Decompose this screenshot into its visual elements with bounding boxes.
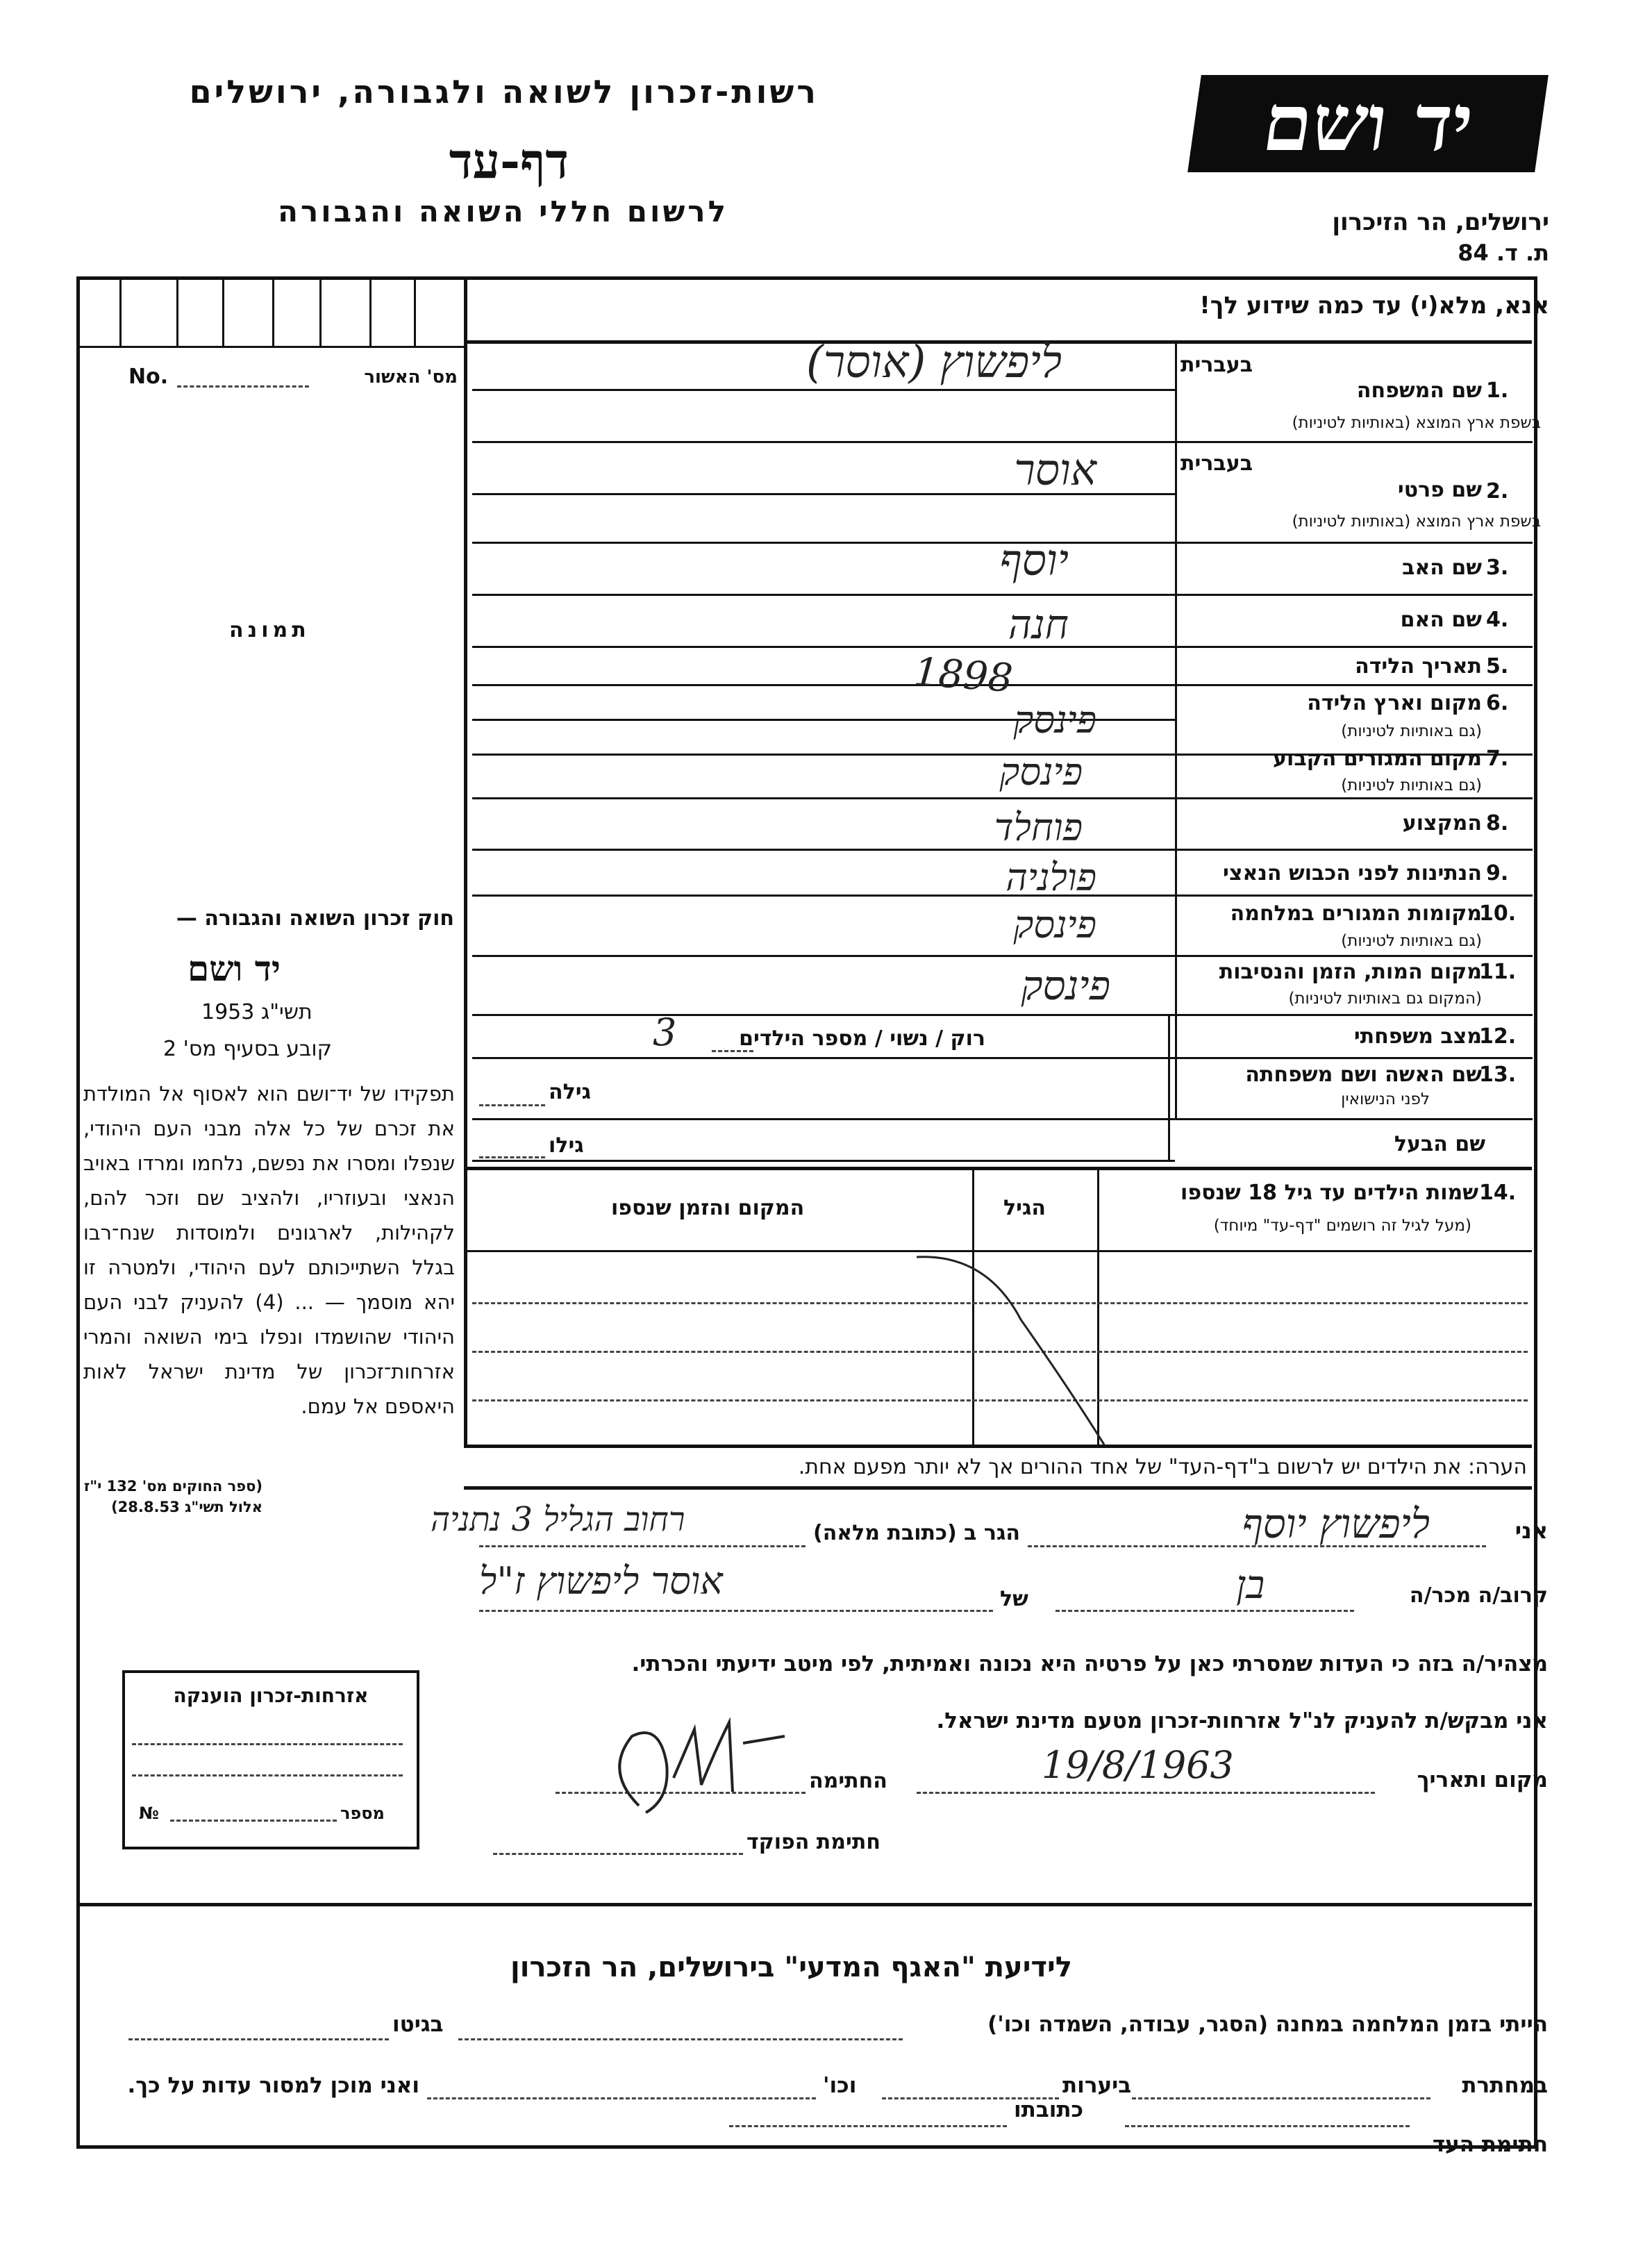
authority-name: רשות-זכרון לשואה ולגבורה, ירושלים [189,73,819,110]
law-reference: (ספר החוקים מס' 132 י"ז אלול תשי"ג 28.8.53) [83,1478,262,1515]
officer-signature-line[interactable] [493,1853,743,1855]
value-birth-date[interactable]: 1898 [912,649,1015,701]
value-mother-name[interactable]: חנה [1008,601,1069,648]
field-3-number: 3. [1486,556,1509,580]
field-13-label: שם האשה ושם משפחתה [1245,1063,1482,1087]
grid-line [222,278,224,347]
value-line[interactable] [472,594,1175,596]
value-residence[interactable]: פינסק [999,750,1083,794]
law-text: תפקידו של יד־ושם הוא לאסוף אל המולדת את זכרם של כל אלה מבני העם היהודי, שנפלו ומסרו את נפשם, נלחמו ומרדו באויב הנאצי ובעוזריו, ולהציב שם וזכר להם, לקהילות, לארגונים ולמוסדות שנח־רבו בגלל השתייכותם לעם היהודי, ולמטרה זו יהא מוסמך — ... (4) להעניק לבני העם היהודי שהושמדו ונפלו בימי השואה והמרי אזרחות־זכרון של מדינת ישראל לאות היאספם אל עמם. [83,1082,455,1418]
value-war-residence[interactable]: פינסק [1013,903,1096,947]
footer-testimony-text: ואני מוכן למסור עדות על כך. [127,2073,419,2098]
grid-line [414,278,416,347]
field-5-number: 5. [1486,654,1509,679]
footer-underground-label: במחתרת [1462,2073,1548,2098]
row-line [1175,894,1533,897]
value-death-place[interactable]: פינסק [1021,962,1110,1009]
wife-age-label: גילה [549,1080,591,1104]
row-line [1175,594,1533,596]
relative-value[interactable]: בן [1236,1563,1265,1608]
value-line[interactable] [472,1160,1175,1162]
field-5-label: תאריך הלידה [1355,654,1482,679]
form-subtitle: לרשום חללי השואה והגבורה [278,194,728,228]
field-1-top-label: בעברית [1180,353,1253,377]
row-line [1175,1057,1533,1059]
of-value[interactable]: אוסר ליפשוץ ז"ל [479,1559,723,1603]
declaration-address-line[interactable] [479,1545,806,1547]
place-date-label: מקום ותאריך [1417,1767,1548,1792]
label-divider [1175,340,1177,1118]
citizenship-box-title: אזרחות-זכרון הוענקה [173,1684,369,1707]
footer-address-line[interactable] [729,2125,1007,2127]
value-line[interactable] [472,1118,1175,1120]
value-profession[interactable]: פוחלד [994,806,1083,849]
field-6-number: 6. [1486,691,1509,715]
note-text: הערה: את הילדים יש לרשום ב"דף-העד" של אחד ההורים אך לא יותר מפעם אחת. [798,1455,1527,1479]
field-8-label: המקצוע [1402,811,1482,835]
children-label: שמות הילדים עד גיל 18 שנספו [1180,1181,1478,1205]
value-birth-place[interactable]: פינסק [1013,698,1096,742]
row-line [1175,684,1533,686]
value-line[interactable] [472,1014,1175,1016]
citizenship-number-label: מספר [340,1804,385,1823]
children-sub: (מעל לגיל זה רושמים "דף-עד" מיוחד) [1213,1217,1471,1235]
value-first-name[interactable]: אוסר [1014,444,1096,495]
footer-address-label: כתובתו [1014,2097,1084,2122]
place-date-value[interactable]: 19/8/1963 [1042,1743,1234,1787]
value-line[interactable] [472,646,1175,648]
field-7-number: 7. [1486,747,1509,771]
field-2-label: שם פרטי [1397,478,1482,502]
yad-vashem-logo [1187,75,1549,172]
law-clause: קובע בסעיף מס' 2 [163,1037,332,1061]
relative-label: קרוב/ה מכר/ה [1409,1583,1548,1608]
children-crossed-out-mark [903,1250,1167,1451]
row-line [1175,1118,1533,1120]
footer-underground-line[interactable] [1132,2097,1430,2099]
field-10-sub: (גם באותיות לטיניות) [1341,932,1482,950]
row-line [1175,849,1533,851]
marital-options: רוק / נשוי / מספר הילדים [739,1026,985,1051]
footer-camp-line[interactable] [458,2038,903,2040]
field-4-number: 4. [1486,608,1509,632]
grid-line [272,278,274,347]
value-line[interactable] [472,797,1175,799]
field-4-label: שם האם [1400,608,1482,632]
row-line [1175,1014,1533,1016]
footer-witness-signature-line[interactable] [1125,2125,1410,2127]
children-age-header: הגיל [1003,1196,1046,1220]
signature-label: החתימה [809,1769,887,1793]
row-line [1175,542,1533,544]
footer-etc-label: וכו' [823,2073,857,2098]
field-2-sub: בשפת ארץ המוצא (באותיות לטיניות) [1292,513,1541,531]
approval-heb-label: מס' האשור [364,367,458,388]
intro-text: אנא, מלא(י) עד כמה שידוע לך! [1199,292,1549,319]
citizenship-number-line[interactable] [170,1820,337,1822]
signature-mark [590,1708,799,1833]
approval-no-label: No. [128,365,169,389]
note-separator-bottom [464,1486,1532,1490]
husband-age-label: גילו [549,1133,584,1158]
field-11-sub: (המקום גם באותיות לטיניות) [1288,990,1482,1008]
of-line[interactable] [479,1610,993,1612]
field-6-label: מקום וארץ הלידה [1307,691,1482,715]
field-1-sub: בשפת ארץ המוצא (באותיות לטיניות) [1292,414,1541,432]
logo-text: יד ושם [1257,78,1479,169]
form-title: דף-עד [449,132,569,190]
relative-line[interactable] [1056,1610,1354,1612]
field-7-sub: (גם באותיות לטיניות) [1341,776,1482,794]
row-line [1175,646,1533,648]
approval-no-line[interactable] [177,385,309,388]
row-line [1175,955,1533,957]
grid-line [369,278,372,347]
value-line[interactable] [472,955,1175,957]
law-name: יד ושם [187,948,281,989]
footer-etc-line[interactable] [427,2097,816,2099]
declaration-request: אני מבקש/ת להעניק לנ"ל אזרחות-זכרון מטעם מדינת ישראל. [936,1708,1548,1733]
field-3-label: שם האב [1402,556,1482,580]
of-label: של [1000,1587,1028,1611]
note-separator-top [464,1445,1532,1448]
declaration-statement: מצהיר/ה בזה כי העדות שמסרתי כאן על פרטיה היא נכונה ואמיתית, לפי מיטב ידיעתי והכרתי. [631,1651,1548,1676]
value-children-count[interactable]: 3 [653,1010,677,1054]
citizenship-line[interactable] [132,1743,403,1745]
children-count-line[interactable] [712,1050,753,1052]
footer-separator [76,1903,1532,1906]
place-date-line[interactable] [917,1792,1375,1794]
field-11-label: מקום המות, הזמן והנסיבות [1219,960,1482,984]
declaration-address-label: הגר ב (כתובת מלאה) [812,1521,1020,1545]
value-line[interactable] [472,389,1175,391]
children-table-top [464,1167,1532,1170]
field-12-label: מצב משפחתי [1353,1024,1482,1049]
field-6-sub: (גם באותיות לטיניות) [1341,722,1482,740]
declaration-name-value[interactable]: ליפשוץ יוסף [1242,1500,1430,1547]
husband-label: שם הבעל [1394,1132,1485,1156]
footer-witness-signature-label: חתימת העד [1432,2132,1548,2157]
field-13-sub: לפני הנישואין [1341,1090,1430,1108]
field-7-label: מקום המגורים הקבוע [1273,747,1482,771]
value-line[interactable] [472,542,1175,544]
value-family-name[interactable]: ליפשוץ (אוסר) [806,337,1062,388]
field-8-number: 8. [1486,811,1509,835]
field-13-number: 13. [1479,1063,1517,1087]
value-nationality[interactable]: פולניה [1006,856,1096,899]
husband-age-line[interactable] [479,1156,545,1158]
photo-label: תמונה [229,618,310,642]
declaration-address-value[interactable]: רחוב הגליל 3 נתניה [431,1500,685,1539]
value-line[interactable] [472,684,1175,686]
children-place-header: המקום והזמן שנספו [611,1196,805,1220]
value-father-name[interactable]: יוסף [999,535,1069,585]
footer-forest-label: ביערות [1062,2073,1132,2098]
po-box: ת. ד. 84 [1458,240,1549,266]
footer-ghetto-label: בגיטו [392,2012,444,2037]
field-1-label: שם המשפחה [1356,378,1482,403]
grid-line [119,278,122,347]
address: ירושלים, הר הזיכרון [1332,208,1549,236]
row-line [1175,797,1533,799]
grid-line [176,278,178,347]
footer-title: לידיעת "האגף המדעי" בירושלים, הר הזכרון [510,1952,1072,1983]
law-title: חוק זכרון השואה והגבורה — [176,906,454,931]
children-number: 14. [1479,1181,1517,1205]
field-10-label: מקומות המגורים במלחמה [1230,901,1482,926]
field-1-number: 1. [1486,378,1509,403]
grid-line [319,278,322,347]
field-10-number: 10. [1479,901,1517,926]
field-9-number: 9. [1486,861,1509,885]
citizenship-number-no: № [139,1804,159,1823]
footer-ghetto-line[interactable] [128,2038,389,2040]
value-line[interactable] [472,1057,1175,1059]
row-line [1175,441,1533,443]
field-9-label: הנתינות לפני הכבוש הנאצי [1223,861,1482,885]
declaration-i-label: אני [1515,1517,1548,1544]
panel-divider [464,278,467,1445]
law-year: תשי"ג 1953 [201,1000,312,1024]
label-divider [1168,1014,1170,1160]
field-2-number: 2. [1486,479,1509,504]
footer-line-1: הייתי בזמן המלחמה במחנה (הסגר, עבודה, השמדה וכו') [987,2012,1548,2037]
field-2-top-label: בעברית [1180,451,1253,476]
field-12-number: 12. [1479,1024,1517,1049]
field-11-number: 11. [1479,960,1517,984]
wife-age-line[interactable] [479,1104,545,1106]
citizenship-line[interactable] [132,1774,403,1776]
value-line[interactable] [472,441,1175,443]
grid-line [76,346,465,348]
officer-signature-label: חתימת הפוקד [746,1830,881,1854]
